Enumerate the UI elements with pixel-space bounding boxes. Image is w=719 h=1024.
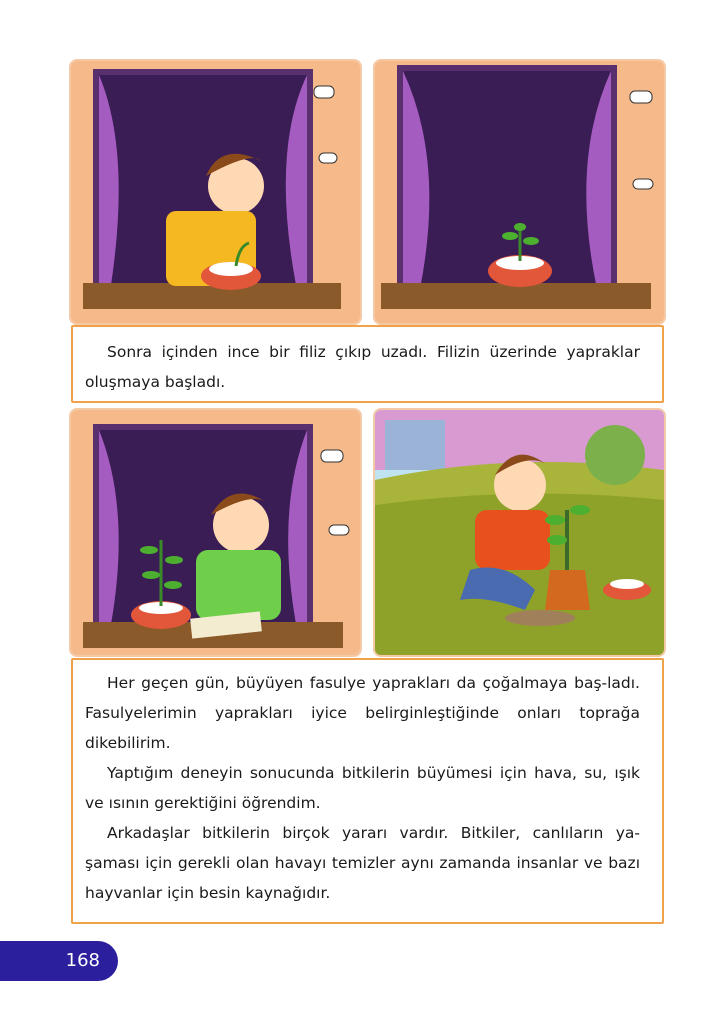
window-boy-apron-image [71,61,360,323]
illustration-panel-2 [375,61,664,323]
story-paragraph-1: Her geçen gün, büyüyen fasulye yaprakları da çoğalmaya baş-ladı. Fasulyelerimin yaprakları iyice belirginleştiğinde onları toprağa dikebilirim. [85,674,640,752]
boy-planting-outdoors-image [375,410,664,655]
illustration-panel-3 [71,410,360,655]
window-boy-plant-image [71,410,360,655]
page-number: 168 [0,941,118,981]
illustration-panel-4 [375,410,664,655]
window-plant-bowl-image [375,61,664,323]
story-text-box-2 [71,658,664,924]
illustration-panel-1 [71,61,360,323]
story-paragraph-3: Arkadaşlar bitkilerin birçok yararı vardır. Bitkiler, canlıların ya-şaması için gerekli olan havayı temizler aynı zamanda insanlar ve bazı hayvanlar için besin kaynağıdır. [85,824,640,902]
story-paragraph-2: Yaptığım deneyin sonucunda bitkilerin büyümesi için hava, su, ışık ve ısının gerektiğini öğrendim. [85,764,640,812]
story-paragraph: Sonra içinden ince bir filiz çıkıp uzadı. Filizin üzerinde yapraklar oluşmaya başladı. [85,343,640,391]
story-text-box-1 [71,325,664,403]
